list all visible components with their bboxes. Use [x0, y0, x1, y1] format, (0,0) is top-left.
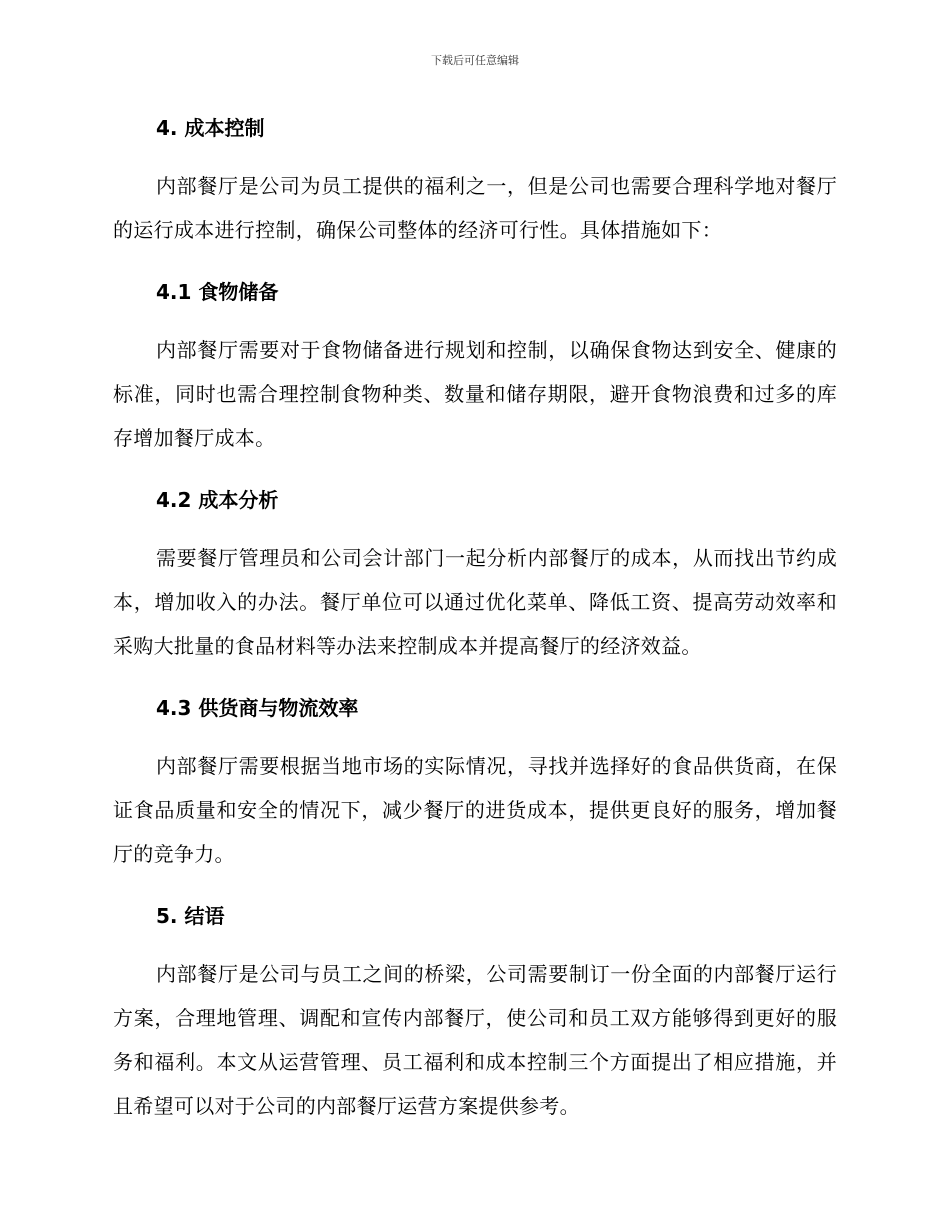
section-paragraph-cost-analysis: 需要餐厅管理员和公司会计部门一起分析内部餐厅的成本，从而找出节约成本，增加收入的办法。餐厅单位可以通过优化菜单、降低工资、提高劳动效率和采购大批量的食品材料等办法来控制成本并提高餐厅的经济效益。	[113, 546, 837, 658]
section-heading-food-storage: 4.1 食物储备	[156, 280, 279, 304]
section-paragraph-conclusion: 内部餐厅是公司与员工之间的桥梁，公司需要制订一份全面的内部餐厅运行方案，合理地管理、调配和宣传内部餐厅，使公司和员工双方能够得到更好的服务和福利。本文从运营管理、员工福利和成本控制三个方面提出了相应措施，并且希望可以对于公司的内部餐厅运营方案提供参考。	[113, 962, 837, 1118]
document-body	[113, 108, 837, 1128]
section-heading-suppliers-logistics: 4.3 供货商与物流效率	[156, 696, 359, 720]
page-header-note: 下载后可任意编辑	[431, 54, 519, 67]
section-heading-cost-control: 4. 成本控制	[156, 116, 265, 140]
section-heading-conclusion: 5. 结语	[156, 904, 225, 928]
section-heading-cost-analysis: 4.2 成本分析	[156, 488, 279, 512]
section-paragraph-cost-control: 内部餐厅是公司为员工提供的福利之一，但是公司也需要合理科学地对餐厅的运行成本进行控制，确保公司整体的经济可行性。具体措施如下：	[113, 174, 837, 242]
section-paragraph-food-storage: 内部餐厅需要对于食物储备进行规划和控制，以确保食物达到安全、健康的标准，同时也需合理控制食物种类、数量和储存期限，避开食物浪费和过多的库存增加餐厅成本。	[113, 338, 837, 450]
section-paragraph-suppliers-logistics: 内部餐厅需要根据当地市场的实际情况，寻找并选择好的食品供货商，在保证食品质量和安全的情况下，减少餐厅的进货成本，提供更良好的服务，增加餐厅的竞争力。	[113, 754, 837, 866]
